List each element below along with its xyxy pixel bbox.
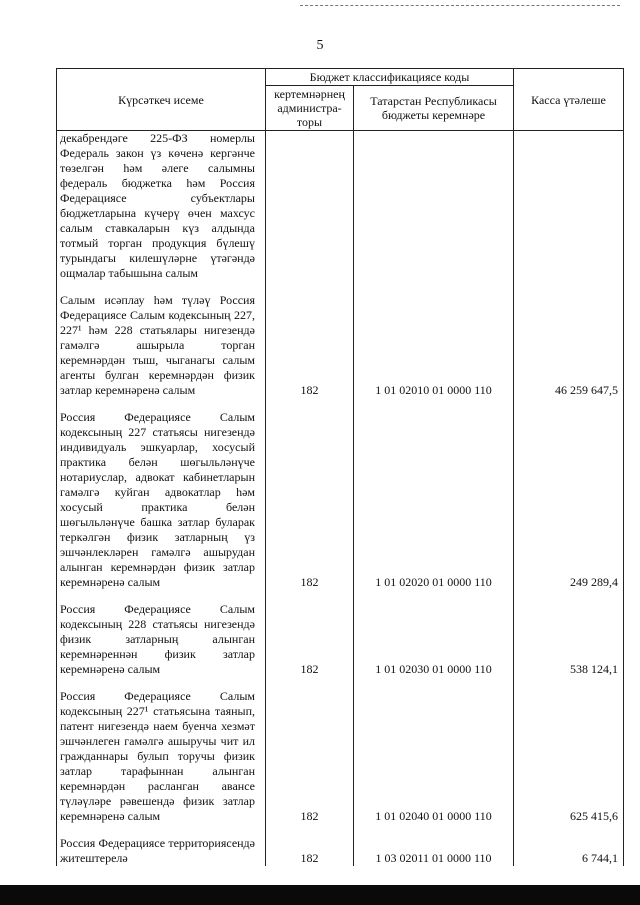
row-code: 1 01 02020 01 0000 110: [354, 398, 514, 590]
page-number: 5: [316, 38, 324, 53]
row-amount: 46 259 647,5: [514, 281, 624, 398]
row-name: Салым исәплау һәм түләү Россия Федерациясе Салым кодексының 227, 227¹ һәм 228 статьялары нигезендә гамәлгә ашырыла торган керемнәрдән тыш, чыганагы салым агенты булган керемнәрдән физик затлар керемнәренә салым: [57, 281, 266, 398]
row-admin: 182: [266, 281, 354, 398]
row-name: декабрендәге 225-ФЗ номерлы Федераль закон үз көченә кергәнче төзелгән һәм әлеге салымны федераль бюджетка һәм Россия Федерациясе субъектлары бюджетларына күчерү өчен махсус салым ставкаларын күз алдында тотмый торган продукция бүлешү турындагы килешүләрне үтәгәндә ощмалар табышына салым: [57, 131, 266, 282]
row-name: Россия Федерациясе Салым кодексының 227 статьясы нигезендә индивидуаль эшкуарлар, хосусый практика белән шөгыльләнүче нотариуслар, адвокат кабинетларын гамәлгә куйган адвокатлар һәм хосусый практика белән шөгыльләнүче башка затлар буларак теркәлгән физик затларның үз эшчәнлекләрен гамәлгә ашырудан алынган керемнәрдән физик затлар керемнәренә салым: [57, 398, 266, 590]
row-admin: [266, 131, 354, 282]
row-code: 1 01 02010 01 0000 110: [354, 281, 514, 398]
row-code: 1 03 02011 01 0000 110: [354, 824, 514, 866]
row-amount: 625 415,6: [514, 677, 624, 824]
row-code: [354, 131, 514, 282]
table-row: [57, 281, 624, 398]
table-row: [57, 824, 624, 866]
table-row: [57, 398, 624, 590]
table-row: [57, 590, 624, 677]
row-name: Россия Федерациясе Салым кодексының 228 статьясы нигезендә физик затларның алынган керемнәреннән физик затлар керемнәренә салым: [57, 590, 266, 677]
budget-income-table: [56, 68, 624, 866]
row-admin: 182: [266, 590, 354, 677]
table-row: [57, 677, 624, 824]
row-amount: 538 124,1: [514, 590, 624, 677]
header-indicator: Күрсәткеч исеме: [57, 69, 266, 131]
header-income-code: Татарстан Республикасы бюджеты керемнәре: [354, 86, 514, 131]
row-code: 1 01 02030 01 0000 110: [354, 590, 514, 677]
row-name: Россия Федерациясе Салым кодексының 227¹ статьясына таянып, патент нигезендә наем буенча хезмәт эшчәнлеген гамәлгә ашыручы чит ил гражданнары булып торучы физик затлар тарафыннан алынган керемнәрдән расланган авансе түләүләре рәвешендә физик затлар керемнәренә салым: [57, 677, 266, 824]
row-name: Россия Федерациясе территориясендә житештерелә: [57, 824, 266, 866]
table-row: [57, 131, 624, 282]
row-amount: 249 289,4: [514, 398, 624, 590]
row-admin: 182: [266, 824, 354, 866]
header-administrator: кертемнәрнең администра-торы: [266, 86, 354, 131]
row-admin: 182: [266, 398, 354, 590]
row-amount: [514, 131, 624, 282]
scan-bottom-border: [0, 885, 640, 905]
row-admin: 182: [266, 677, 354, 824]
row-code: 1 01 02040 01 0000 110: [354, 677, 514, 824]
top-scan-rule: [300, 5, 620, 6]
header-budget-classification: Бюджет классификациясе коды: [266, 69, 514, 86]
header-cash-execution: Касса үтәлеше: [514, 69, 624, 131]
row-amount: 6 744,1: [514, 824, 624, 866]
